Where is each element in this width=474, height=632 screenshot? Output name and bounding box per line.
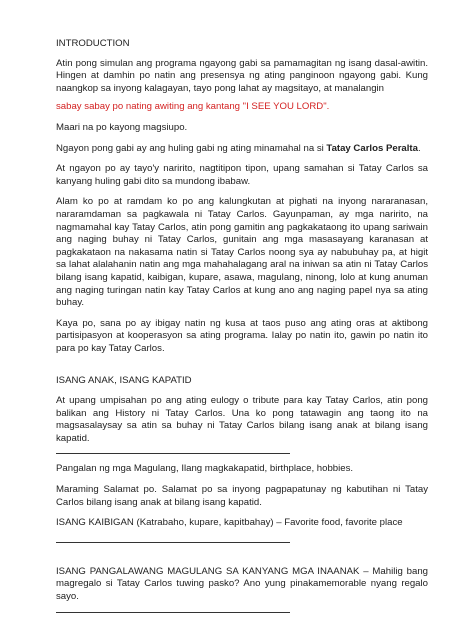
intro-song-instruction: sabay sabay po nating awiting ang kantang "I SEE YOU LORD". (56, 101, 330, 113)
intro-paragraph-5: Alam ko po at ramdam ko po ang kalungkutan at pighati na inyong nararanasan, nararamdaman sa pagkawala ni Tatay Carlos. Gayunpaman, ay mga naririto, na nagmamahal kay Tatay Carlos, atin pong gamitin ang pagkakataong ito upang sariwain ang naging buhay ni Tatay Carlos, gunitain ang mga masasayang karanasan at pagkakataon na nakasama natin si Tatay Carlos noong sya ay nabubuhay pa, at higit sa lahat alalahanin natin ang mga mahahalagang aral na iniwan sa atin ni Tatay Carlos bilang isang kapatid, kaibigan, kupare, asawa, magulang, ninong, lolo at kung anuman ang naging turingan natin kay Tatay Carlos at kung ano ang naging papel nya sa ating buhay. (56, 196, 428, 309)
intro-paragraph-1 (56, 58, 428, 96)
anak-paragraph-1: At upang umpisahan po ang ating eulogy o tribute para kay Tatay Carlos, atin pong balikan ang History ni Tatay Carlos. Una ko pong tatawagin ang taong ito na magsasalaysay sa atin sa buhay ni Tatay Carlos bilang isang anak at bilang isang kapatid. (56, 395, 428, 444)
section-heading-pangalawang-magulang: ISANG PANGALAWANG MAGULANG SA KANYANG MGA INAANAK – Mahilig bang magregalo si Tatay Carlos tuwing pasko? Ano yung pinakamemorable nyang regalo sayo. (56, 565, 428, 602)
section-heading-isang-anak: ISANG ANAK, ISANG KAPATID (56, 375, 192, 387)
intro-paragraph-2: Maari na po kayong magsiupo. (56, 121, 188, 133)
intro-paragraph-4: At ngayon po ay tayo'y naririto, nagtitipon tipon, upang samahan si Tatay Carlos sa kanyang huling gabi dito sa mundong ibabaw. (56, 163, 428, 187)
intro-paragraph-3-end: . (417, 142, 421, 154)
deceased-name: Tatay Carlos Peralta (326, 142, 418, 154)
intro-paragraph-1-text: Atin pong simulan ang programa ngayong gabi sa pamamagitan ng isang dasal-awitin. Hingen at damhin po natin ang presensya ng ating panginoon ngayong gabi. Kung naangkop sa inyong kalagayan, tayo pong lahat ay magsitayo, at manalangin (56, 57, 428, 94)
anak-prompt: Pangalan ng mga Magulang, Ilang magkakapatid, birthplace, hobbies. (56, 463, 354, 475)
blank-line (56, 542, 290, 543)
section-gap (56, 363, 428, 375)
intro-paragraph-6: Kaya po, sana po ay ibigay natin ng kusa at taos puso ang ating oras at aktibong partisipasyon at kooperasyon sa ating programa. Ialay po natin ito, gawin po natin ito para po kay Tatay Carlos. (56, 317, 428, 354)
section-gap (56, 552, 428, 566)
section-heading-introduction: INTRODUCTION (56, 38, 130, 49)
blank-line (56, 612, 290, 613)
intro-paragraph-3-text: Ngayon pong gabi ay ang huling gabi ng ating minamahal na si (56, 142, 327, 154)
anak-paragraph-3: Maraming Salamat po. Salamat po sa inyong pagpapatunay ng kabutihan ni Tatay Carlos bilang isang anak at bilang isang kapatid. (56, 484, 428, 508)
section-heading-isang-kaibigan: ISANG KAIBIGAN (Katrabaho, kupare, kapitbahay) – Favorite food, favorite place (56, 517, 403, 529)
blank-line (56, 453, 290, 454)
intro-paragraph-3 (56, 143, 428, 156)
